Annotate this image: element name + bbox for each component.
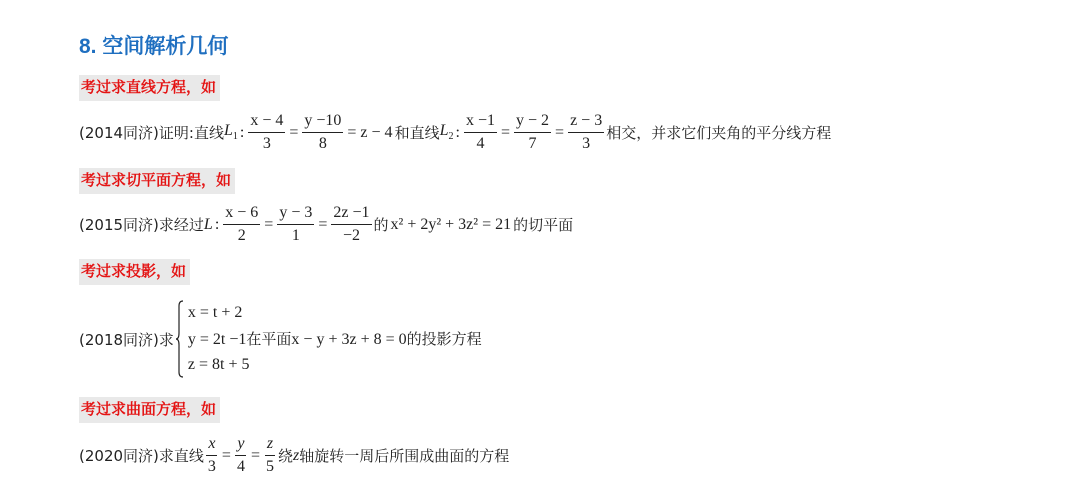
equation-y: y = 2t −1在平面x − y + 3z + 8 = 0的投影方程 [187, 330, 482, 348]
fraction: $\frac{x -1}{4}$ [465, 112, 495, 152]
line-L1: $L_1$ [223, 122, 238, 143]
fraction: $\frac{y}{4}$ [236, 435, 245, 475]
topic-tag-surface-equation: 考过求曲面方程，如 [79, 397, 220, 423]
fraction: $\frac{y -10}{8}$ [304, 112, 342, 152]
problem-2018: (2018同济) 求 x = t + 2 y = 2t −1在平面x − y + 3z + 8 = 0的投影方程 z = 8t + 5 [79, 300, 482, 378]
fraction: $\frac{z}{5}$ [265, 435, 274, 475]
fraction: $\frac{z - 3}{3}$ [570, 112, 603, 152]
fraction: $\frac{y - 3}{1}$ [279, 204, 313, 244]
section-title: 8. 空间解析几何 [79, 35, 229, 58]
line-L2: $L_2$ [439, 122, 454, 143]
fraction: $\frac{x - 4}{3}$ [250, 112, 284, 152]
fraction: $\frac{y - 2}{7}$ [516, 112, 550, 152]
problem-2014: (2014同济) 证明:直线 $L_1$ : $\frac{x - 4}{3}$ = $\frac{y -10}{8}$ = z − 4 和直线 $L_2$ : $\frac{x -1}{4}$ = $\frac{y - 2}{7}$ = $\frac{z - 3}{3}$ 相交，并求它们夹角的平分线方程 [79, 112, 832, 152]
surface-equation: x² + 2y² + 3z² = 21 [390, 215, 512, 233]
problem-source: (2014同济) [79, 124, 159, 142]
fraction: $\frac{x - 6}{2}$ [225, 204, 259, 244]
left-brace-icon [176, 300, 184, 378]
parametric-system [176, 300, 482, 378]
equation-x: x = t + 2 [187, 304, 243, 321]
topic-tag-tangent-plane: 考过求切平面方程，如 [79, 168, 235, 194]
problem-2015: (2015同济) 求经过 L : $\frac{x - 6}{2}$ = $\frac{y - 3}{1}$ = $\frac{2z -1}{-2}$ 的 x² + 2y² + 3z² = 21 的切平面 [79, 204, 574, 244]
topic-tag-line-equation: 考过求直线方程，如 [79, 75, 220, 101]
problem-2020: (2020同济) 求直线 $\frac{x}{3}$ = $\frac{y}{4}$ = $\frac{z}{5}$ 绕 z 轴旋转一周后所围成曲面的方程 [79, 435, 510, 475]
fraction: $\frac{x}{3}$ [207, 435, 216, 475]
fraction: $\frac{2z -1}{-2}$ [333, 204, 370, 244]
topic-tag-projection: 考过求投影，如 [79, 259, 190, 285]
equation-z: z = 8t + 5 [187, 356, 250, 373]
problem-text: 证明:直线 [158, 124, 224, 142]
